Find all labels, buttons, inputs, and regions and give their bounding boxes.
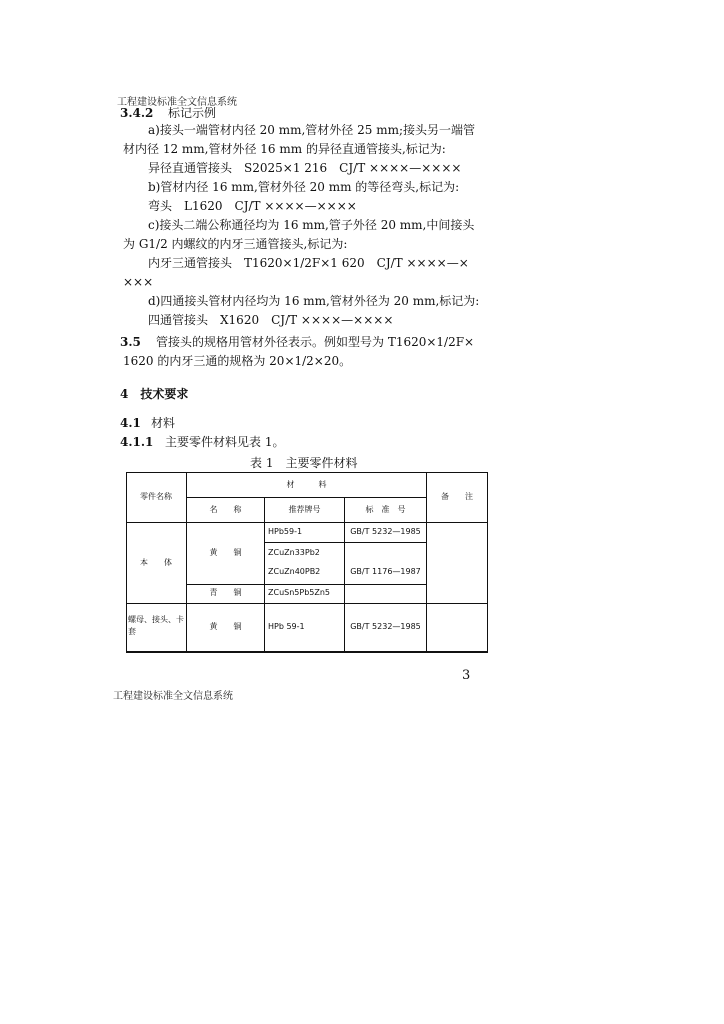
section-4-1-1-text: 主要零件材料见表 1。 — [165, 435, 285, 449]
standard-row1: GB/T 5232—1985 — [350, 527, 421, 536]
header-part-name: 零件名称 — [140, 492, 172, 501]
section-4-1-title: 材料 — [151, 416, 176, 430]
section-4-1-number: 4.1 — [120, 416, 141, 430]
page-number: 3 — [462, 668, 471, 683]
example-a-line2: 材内径 12 mm,管材外径 16 mm 的异径直通管接头,标记为: — [123, 142, 446, 156]
header-grade: 推荐牌号 — [288, 505, 321, 514]
standard-last: GB/T 5232—1985 — [350, 622, 421, 631]
section-4-1-1-number: 4.1.1 — [120, 435, 154, 449]
example-d-line: d)四通接头管材内径均为 16 mm,管材外径为 20 mm,标记为: — [148, 294, 480, 308]
header-standard: 标 准 号 — [365, 505, 406, 514]
grade-row4: ZCuSn5Pb5Zn5 — [268, 588, 331, 597]
table-row-divider — [126, 522, 488, 523]
standard-row23: GB/T 1176—1987 — [350, 567, 421, 576]
example-d-mark: 四通管接头 X1620 CJ/T ××××—×××× — [148, 313, 394, 327]
watermark-footer: 工程建设标准全文信息系统 — [113, 691, 233, 702]
material-brass: 黄 铜 — [209, 548, 242, 557]
material-brass-last: 黄 铜 — [209, 622, 242, 631]
example-c-mark2: ××× — [123, 275, 154, 289]
grade-row2: ZCuZn33Pb2 — [268, 548, 320, 557]
table-row-divider — [186, 584, 426, 585]
table-row-divider — [126, 603, 488, 604]
section-3-5-line1: 管接头的规格用管材外径表示。例如型号为 T1620×1/2F× — [156, 335, 475, 349]
section-3-4-2-title: 标记示例 — [168, 106, 217, 120]
part-body-label: 本 体 — [140, 558, 172, 567]
example-c-line1: c)接头二端公称通径均为 16 mm,管子外径 20 mm,中间接头 — [148, 218, 475, 232]
watermark-header: 工程建设标准全文信息系统 — [117, 97, 237, 108]
section-4-heading: 4 技术要求 — [120, 387, 189, 401]
example-b-mark: 弯头 L1620 CJ/T ××××—×××× — [148, 199, 357, 213]
table-border-top — [126, 472, 488, 473]
material-bronze: 青 铜 — [209, 588, 242, 597]
table-caption: 表 1 主要零件材料 — [250, 456, 358, 470]
example-b-line: b)管材内径 16 mm,管材外径 20 mm 的等径弯头,标记为: — [148, 180, 460, 194]
table-row-divider — [264, 542, 426, 543]
section-3-5-line2: 1620 的内牙三通的规格为 20×1/2×20。 — [123, 354, 352, 368]
header-material: 材 料 — [286, 480, 327, 489]
part-nut-joint-ferrule: 螺母、接头、卡套 — [128, 615, 184, 636]
grade-row3: ZCuZn40PB2 — [268, 567, 321, 576]
example-a-mark: 异径直通管接头 S2025×1 216 CJ/T ××××—×××× — [148, 161, 462, 175]
grade-last: HPb 59-1 — [268, 622, 305, 631]
section-3-5-number: 3.5 — [120, 335, 141, 349]
table-col-divider — [264, 497, 265, 653]
table-border-bottom — [126, 651, 488, 653]
grade-row1: HPb59-1 — [268, 527, 303, 536]
example-c-line2: 为 G1/2 内螺纹的内牙三通管接头,标记为: — [123, 237, 348, 251]
header-note: 备 注 — [441, 492, 473, 501]
table-row-divider — [186, 497, 426, 498]
example-a-line1: a)接头一端管材内径 20 mm,管材外径 25 mm;接头另一端管 — [148, 123, 476, 137]
section-3-4-2-number: 3.4.2 — [120, 106, 154, 120]
example-c-mark1: 内牙三通管接头 T1620×1/2F×1 620 CJ/T ××××—× — [148, 256, 469, 270]
header-name: 名 称 — [209, 505, 242, 514]
table-border-right — [487, 472, 488, 653]
materials-table — [126, 472, 488, 652]
